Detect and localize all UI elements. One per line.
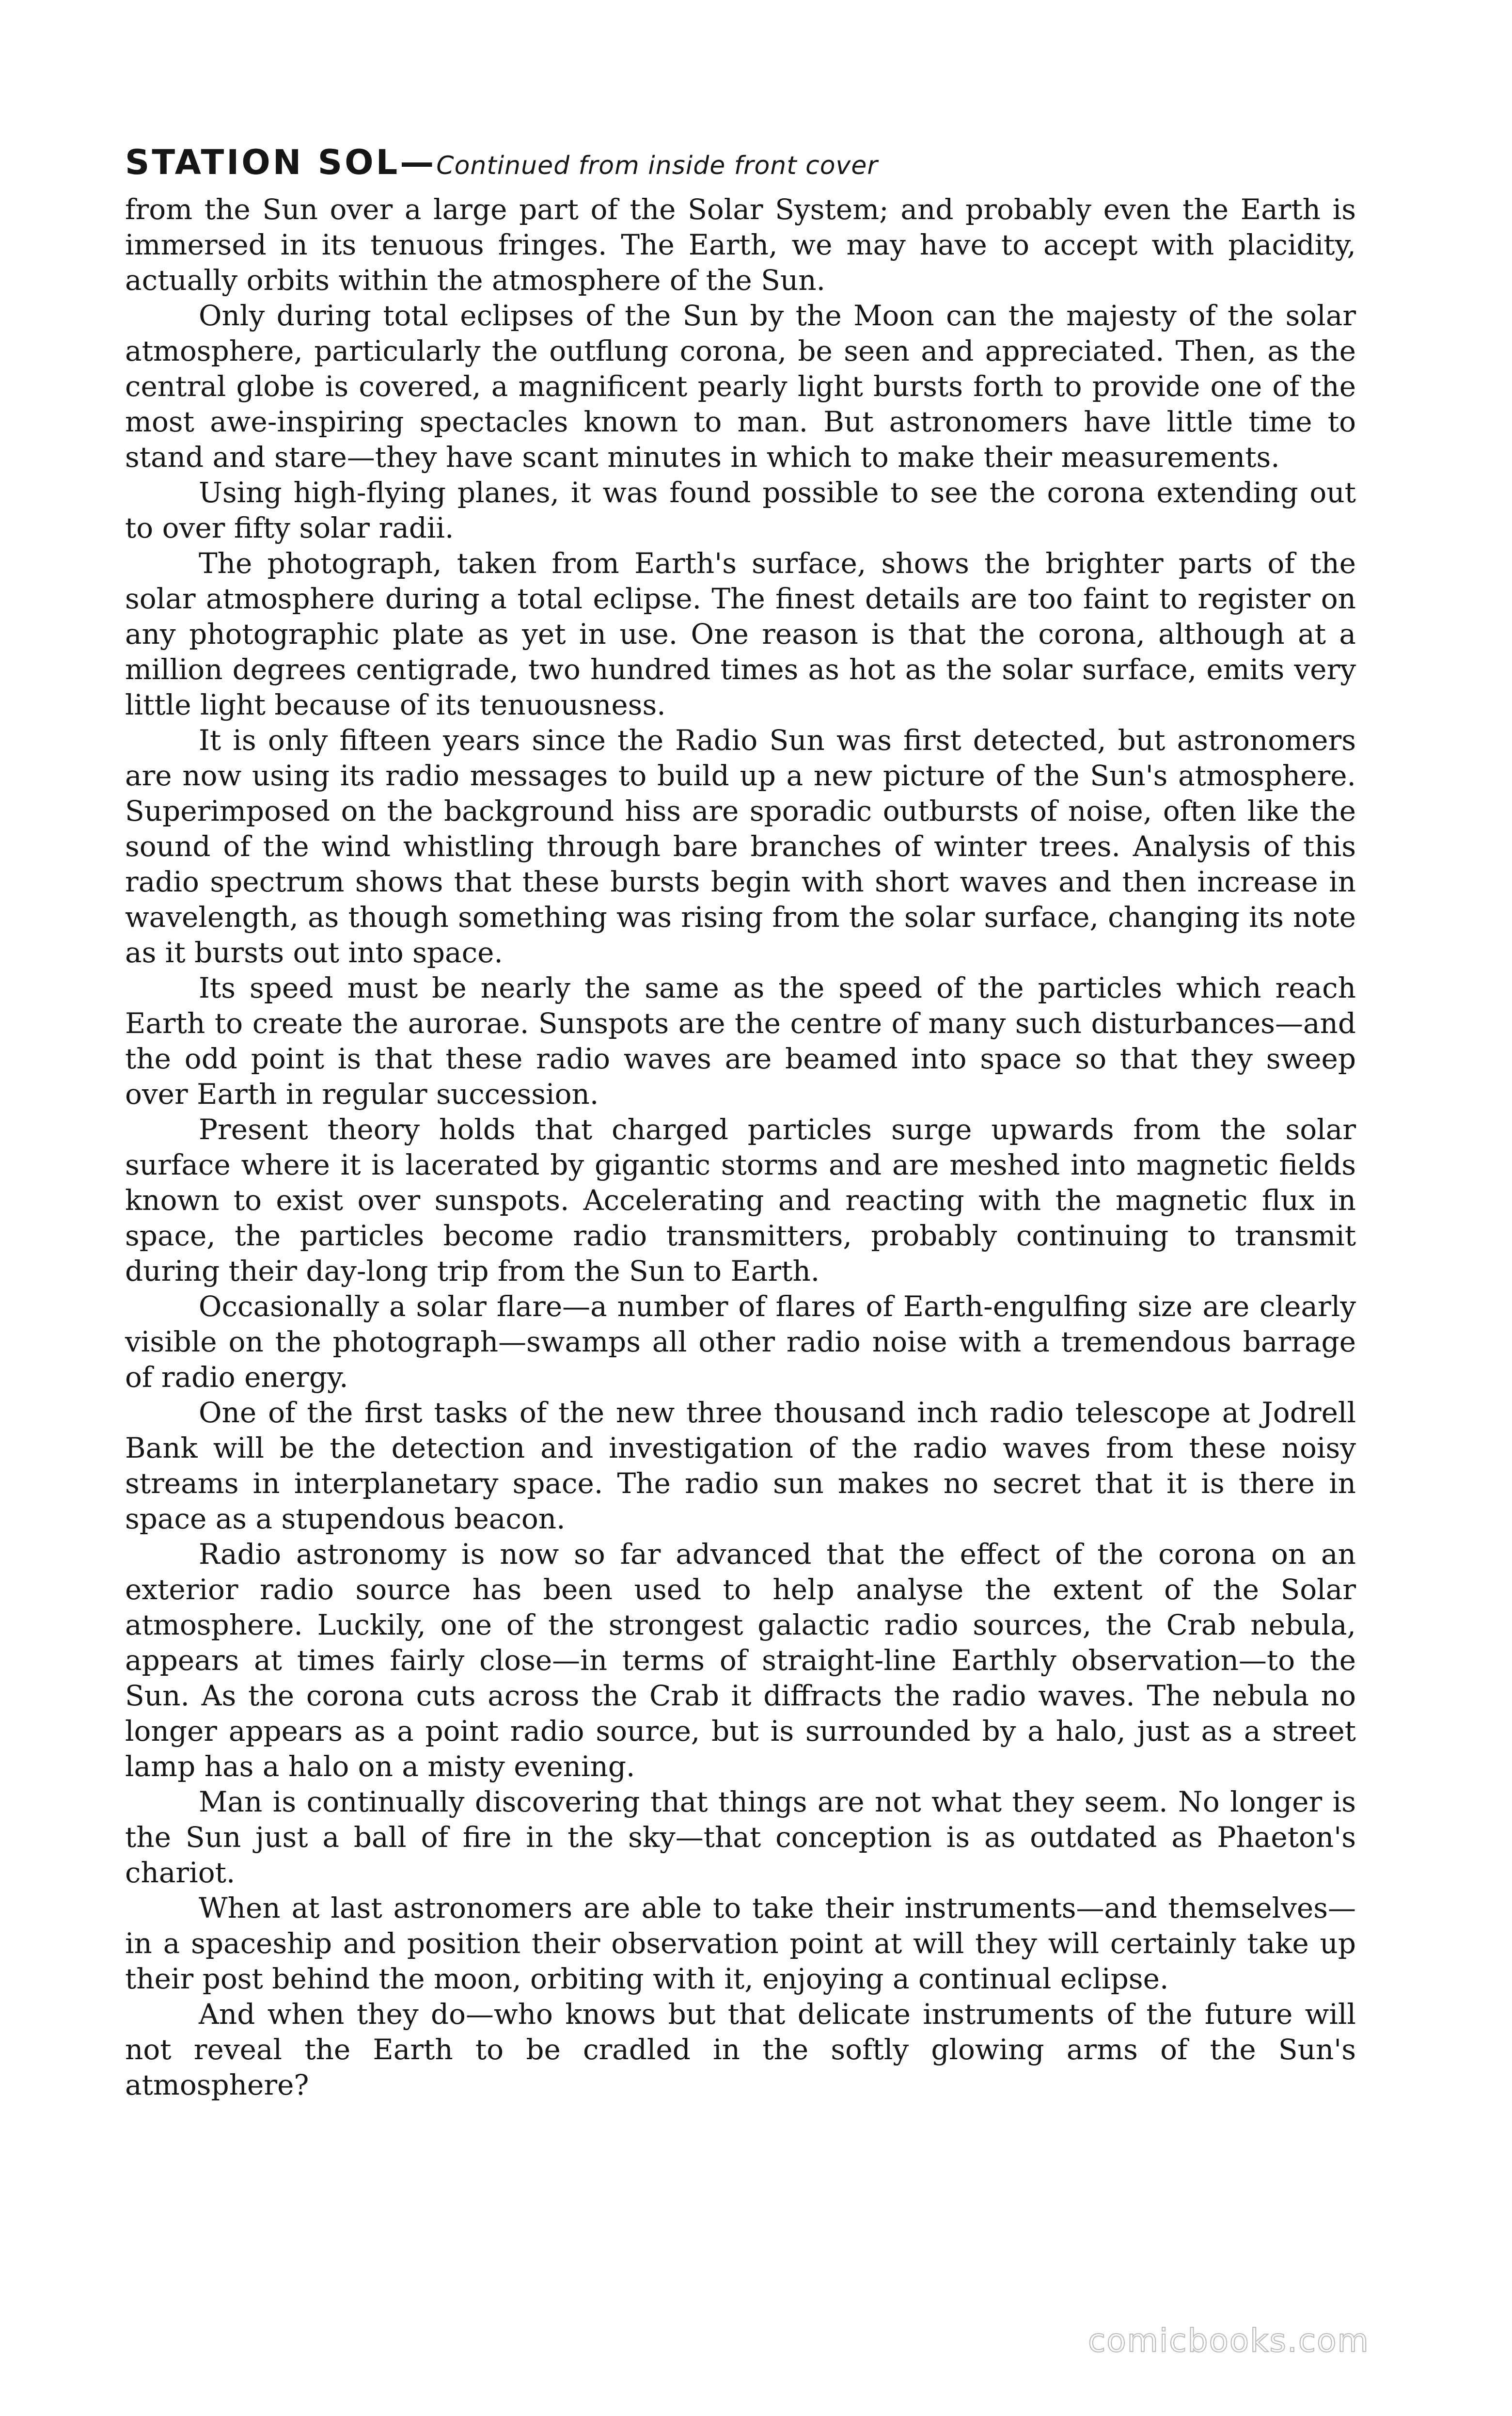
site-watermark: comicbooks.com: [1088, 2322, 1370, 2359]
paragraph: from the Sun over a large part of the Solar System; and probably even the Earth is immersed in its tenuous fringes. The Earth, we may have to accept with placidity, actually orbits within the atmosphere of the Sun.: [125, 193, 1356, 297]
paragraph: And when they do—who knows but that delicate instruments of the future will not reveal the Earth to be cradled in the softly glowing arms of the Sun's atmosphere?: [125, 1998, 1356, 2101]
paragraph: Using high-flying planes, it was found possible to see the corona extending out to over fifty solar radii.: [125, 476, 1356, 544]
paragraph: Man is continually discovering that things are not what they seem. No longer is the Sun just a ball of fire in the sky—that conception is as outdated as Phaeton's chariot.: [125, 1785, 1356, 1889]
paragraph: Occasionally a solar flare—a number of flares of Earth-engulfing size are clearly visible on the photograph—swamps all other radio noise with a tremendous barrage of radio energy.: [125, 1290, 1356, 1394]
article-page: [125, 145, 1356, 2103]
continuation-note: Continued from inside front cover: [436, 151, 878, 180]
paragraph: Present theory holds that charged particles surge upwards from the solar surface where it is lacerated by gigantic storms and are meshed into magnetic fields known to exist over sunspots. Accelerating and reacting with the magnetic flux in space, the particles become radio transmitters, probably continuing to transmit during their day-long trip from the Sun to Earth.: [125, 1113, 1356, 1287]
paragraph: One of the first tasks of the new three thousand inch radio telescope at Jodrell Bank will be the detection and investigation of the radio waves from these noisy streams in interplanetary space. The radio sun makes no secret that it is there in space as a stupendous beacon.: [125, 1396, 1356, 1535]
paragraph: Radio astronomy is now so far advanced that the effect of the corona on an exterior radio source has been used to help analyse the extent of the Solar atmosphere. Luckily, one of the strongest galactic radio sources, the Crab nebula, appears at times fairly close—in terms of straight-line Earthly observation—to the Sun. As the corona cuts across the Crab it diffracts the radio waves. The nebula no longer appears as a point radio source, but is surrounded by a halo, just as a street lamp has a halo on a misty evening.: [125, 1538, 1356, 1783]
article-title: STATION SOL—: [125, 143, 437, 182]
article-body: [125, 192, 1356, 2103]
paragraph: It is only fifteen years since the Radio Sun was first detected, but astronomers are now using its radio messages to build up a new picture of the Sun's atmosphere. Superimposed on the background hiss are sporadic outbursts of noise, often like the sound of the wind whistling through bare branches of winter trees. Analysis of this radio spectrum shows that these bursts begin with short waves and then increase in wavelength, as though something was rising from the solar surface, changing its note as it bursts out into space.: [125, 724, 1356, 969]
paragraph: The photograph, taken from Earth's surface, shows the brighter parts of the solar atmosphere during a total eclipse. The finest details are too faint to register on any photographic plate as yet in use. One reason is that the corona, although at a million degrees centigrade, two hundred times as hot as the solar surface, emits very little light because of its tenuousness.: [125, 547, 1356, 721]
paragraph: When at last astronomers are able to take their instruments—and themselves—in a spaceship and position their observation point at will they will certainly take up their post behind the moon, orbiting with it, enjoying a continual eclipse.: [125, 1891, 1356, 1995]
paragraph: Its speed must be nearly the same as the speed of the particles which reach Earth to create the aurorae. Sunspots are the centre of many such disturbances—and the odd point is that these radio waves are beamed into space so that they sweep over Earth in regular succession.: [125, 971, 1356, 1111]
article-heading: [125, 143, 1356, 182]
paragraph: Only during total eclipses of the Sun by the Moon can the majesty of the solar atmosphere, particularly the outflung corona, be seen and appreciated. Then, as the central globe is covered, a magnificent pearly light bursts forth to provide one of the most awe-inspiring spectacles known to man. But astronomers have little time to stand and stare—they have scant minutes in which to make their measurements.: [125, 299, 1356, 474]
